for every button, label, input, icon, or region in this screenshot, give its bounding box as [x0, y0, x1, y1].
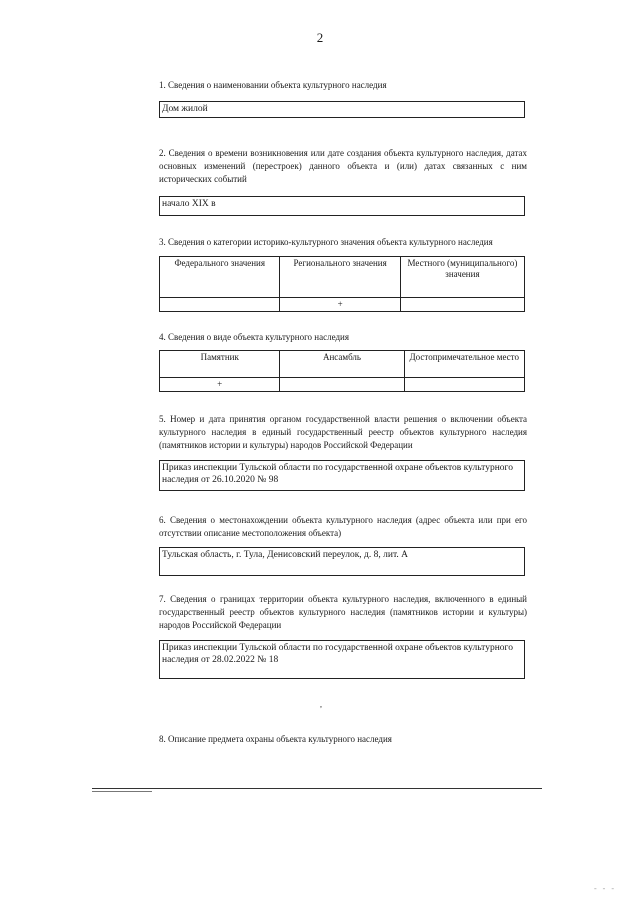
section-5-value: Приказ инспекции Тульской области по государственной охране объектов культурного наследия от 26.10.2020 № 98	[159, 460, 525, 491]
table-mark-cell: +	[280, 298, 400, 312]
section-5-heading: 5. Номер и дата принятия органом государственной власти решения о включении объекта культурного наследия в единый государственный реестр объектов культурного наследия (памятников истории и культуры) народов Российской Федерации	[159, 414, 527, 450]
section-3-table	[159, 256, 525, 312]
section-4-heading: 4. Сведения о виде объекта культурного наследия	[159, 332, 350, 342]
section-2-heading: 2. Сведения о времени возникновения или дате создания объекта культурного наследия, датах основных изменений (перестроек) данного объекта и (или) датах связанных с ним исторических событий	[159, 148, 527, 184]
section-6-value: Тульская область, г. Тула, Денисовский переулок, д. 8, лит. А	[159, 547, 525, 576]
table-mark-cell	[280, 378, 404, 392]
bottom-rule	[92, 788, 542, 789]
corner-mark: - - -	[594, 884, 616, 893]
section-4-table	[159, 350, 525, 392]
table-mark-cell	[404, 378, 524, 392]
table-mark-cell	[160, 298, 280, 312]
section-1-value: Дом жилой	[159, 101, 525, 118]
section-3-heading: 3. Сведения о категории историко-культурного значения объекта культурного наследия	[159, 237, 493, 247]
section-7-value: Приказ инспекции Тульской области по государственной охране объектов культурного наследия от 28.02.2022 № 18	[159, 640, 525, 679]
section-6-heading: 6. Сведения о местонахождении объекта культурного наследия (адрес объекта или при его отсутствии описание местоположения объекта)	[159, 515, 527, 538]
page-number: 2	[316, 30, 324, 45]
table-mark-cell	[400, 298, 524, 312]
table-header-cell: Регионального значения	[280, 257, 400, 298]
section-2-value: начало XIX в	[159, 196, 525, 216]
section-7-heading: 7. Сведения о границах территории объекта культурного наследия, включенного в единый государственный реестр объектов культурного наследия (памятников истории и культуры) народов Российской Федерации	[159, 594, 527, 630]
table-header-cell: Памятник	[160, 351, 280, 378]
table-header-cell: Ансамбль	[280, 351, 404, 378]
table-mark-cell: +	[160, 378, 280, 392]
bottom-rule-short	[92, 791, 152, 792]
table-header-cell: Федерального значения	[160, 257, 280, 298]
section-8-heading: 8. Описание предмета охраны объекта культурного наследия	[159, 734, 392, 744]
stray-mark: ,	[320, 700, 322, 709]
table-header-cell: Достопримечательное место	[404, 351, 524, 378]
table-header-cell: Местного (муниципального) значения	[400, 257, 524, 298]
section-1-heading: 1. Сведения о наименовании объекта культурного наследия	[159, 80, 387, 90]
